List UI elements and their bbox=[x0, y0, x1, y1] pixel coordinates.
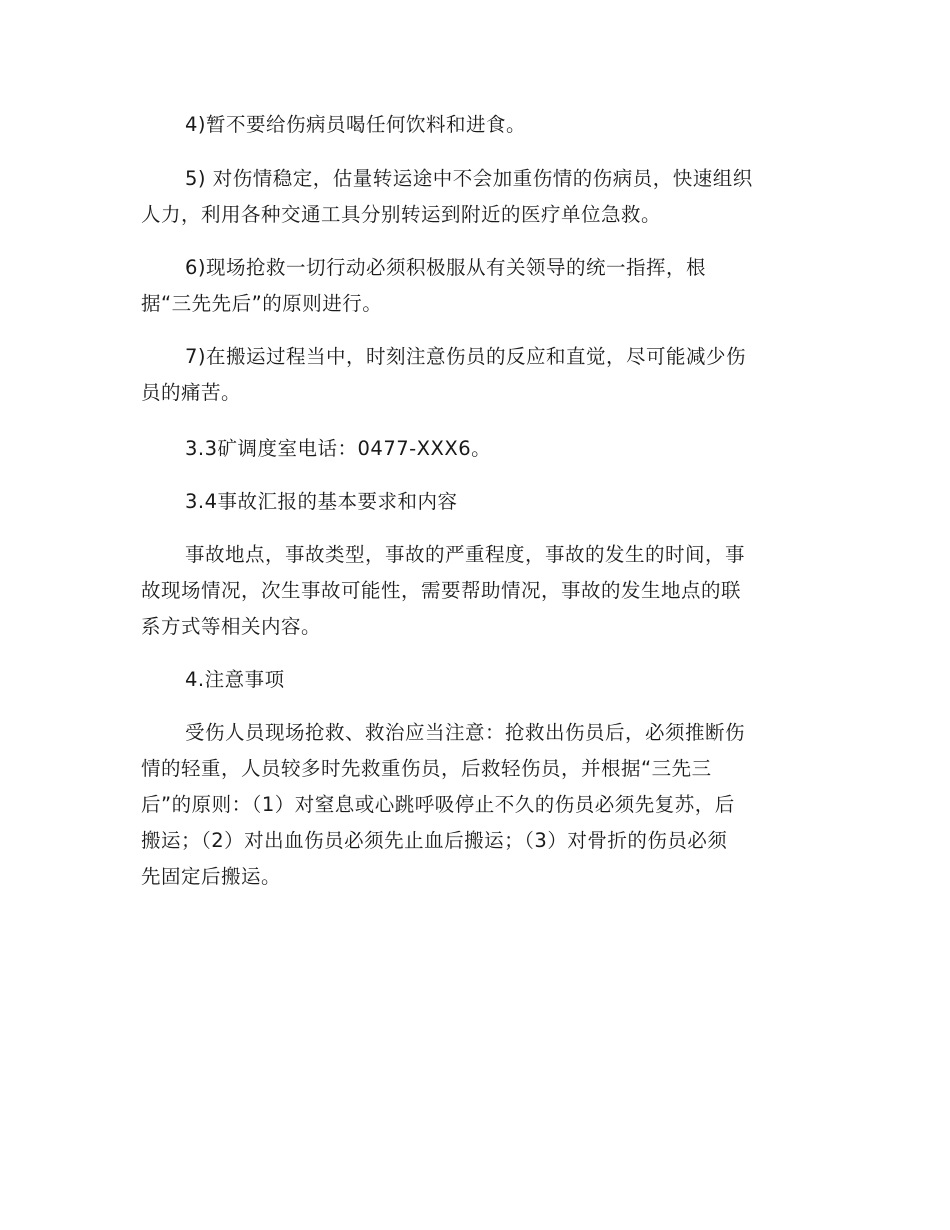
paragraph-line: 3.3矿调度室电话：0477-XXX6。 bbox=[185, 437, 492, 460]
paragraph-line: 6)现场抢救一切行动必须积极服从有关领导的统一指挥，根 bbox=[185, 256, 707, 279]
paragraph-item-5 bbox=[141, 161, 811, 233]
paragraph-item-7 bbox=[141, 339, 811, 411]
paragraph-line: 7)在搬运过程当中，时刻注意伤员的反应和直觉，尽可能减少伤 bbox=[185, 345, 747, 368]
paragraph-line: 员的痛苦。 bbox=[141, 381, 242, 404]
section-heading-3-4 bbox=[141, 484, 811, 520]
paragraph-item-6 bbox=[141, 250, 811, 322]
paragraph-line: 情的轻重，人员较多时先救重伤员，后救轻伤员，并根据“三先三 bbox=[141, 757, 712, 780]
paragraph-line: 4)暂不要给伤病员喝任何饮料和进食。 bbox=[185, 113, 527, 136]
paragraph-line: 人力，利用各种交通工具分别转运到附近的医疗单位急救。 bbox=[141, 203, 662, 226]
section-heading: 4.注意事项 bbox=[185, 668, 285, 691]
paragraph-line: 事故地点，事故类型，事故的严重程度，事故的发生的时间，事 bbox=[185, 543, 746, 566]
paragraph-line: 后”的原则：（1）对窒息或心跳呼吸停止不久的伤员必须先复苏，后 bbox=[141, 793, 735, 816]
section-heading: 3.4事故汇报的基本要求和内容 bbox=[185, 490, 458, 513]
report-content-paragraph bbox=[141, 537, 811, 645]
section-heading-4 bbox=[141, 662, 811, 698]
paragraph-line: 系方式等相关内容。 bbox=[141, 615, 322, 638]
paragraph-line: 故现场情况，次生事故可能性，需要帮助情况，事故的发生地点的联 bbox=[141, 579, 742, 602]
paragraph-line: 先固定后搬运。 bbox=[141, 865, 282, 888]
dispatch-phone bbox=[141, 431, 811, 467]
paragraph-line: 搬运；（2）对出血伤员必须先止血后搬运；（3）对骨折的伤员必须 bbox=[141, 829, 728, 852]
paragraph-item-4 bbox=[141, 107, 811, 143]
precautions-paragraph bbox=[141, 715, 811, 895]
paragraph-line: 据“三先先后”的原则进行。 bbox=[141, 292, 383, 315]
paragraph-line: 受伤人员现场抢救、救治应当注意：抢救出伤员后，必须推断伤 bbox=[185, 721, 746, 744]
paragraph-line: 5) 对伤情稳定，估量转运途中不会加重伤情的伤病员，快速组织 bbox=[185, 167, 753, 190]
